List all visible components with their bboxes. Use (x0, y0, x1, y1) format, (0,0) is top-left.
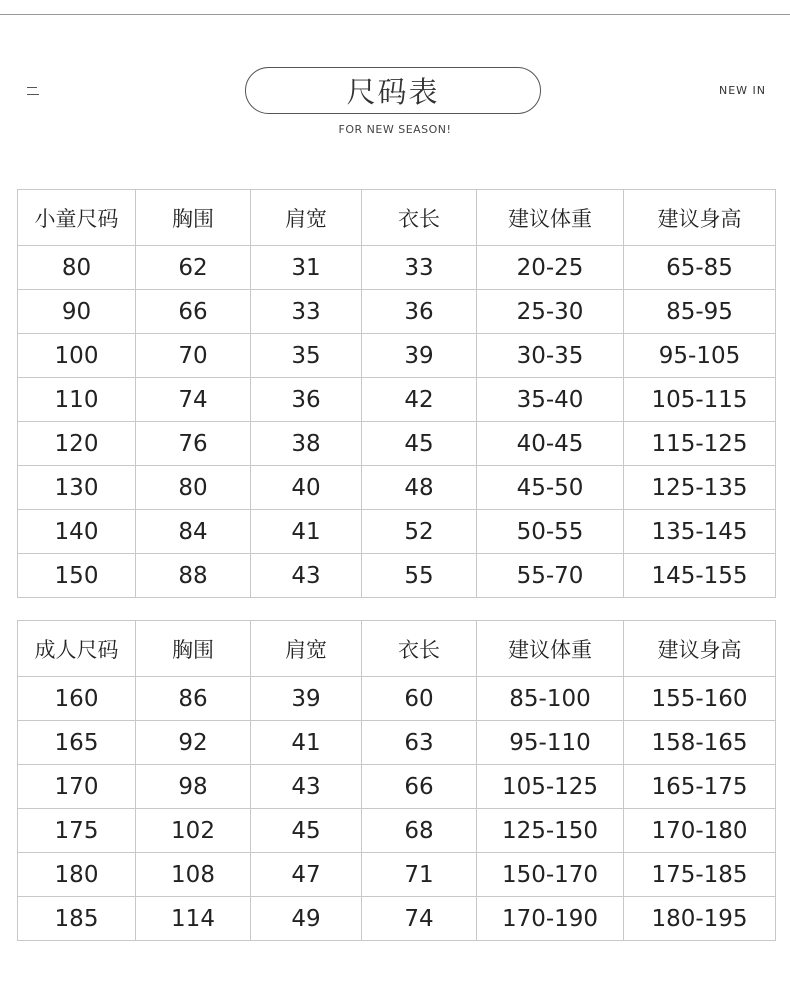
table-cell: 114 (136, 897, 251, 941)
table-cell: 74 (136, 378, 251, 422)
table-cell: 52 (362, 510, 477, 554)
header-cell: 成人尺码 (18, 621, 136, 677)
header-cell: 建议体重 (477, 190, 624, 246)
table-row (18, 422, 776, 466)
table-cell: 165-175 (624, 765, 776, 809)
top-divider (0, 14, 790, 15)
header-cell: 胸围 (136, 190, 251, 246)
table-cell: 63 (362, 721, 477, 765)
table-cell: 130 (18, 466, 136, 510)
table-cell: 140 (18, 510, 136, 554)
table-cell: 35 (251, 334, 362, 378)
table-cell: 33 (362, 246, 477, 290)
table-cell: 40-45 (477, 422, 624, 466)
table-row (18, 809, 776, 853)
table-cell: 74 (362, 897, 477, 941)
table-cell: 30-35 (477, 334, 624, 378)
table-cell: 90 (18, 290, 136, 334)
header-cell: 衣长 (362, 190, 477, 246)
table-cell: 36 (362, 290, 477, 334)
table-cell: 102 (136, 809, 251, 853)
header-cell: 肩宽 (251, 621, 362, 677)
header-cell: 建议身高 (624, 621, 776, 677)
table-row (18, 554, 776, 598)
table-cell: 48 (362, 466, 477, 510)
table-cell: 158-165 (624, 721, 776, 765)
table-cell: 92 (136, 721, 251, 765)
table-cell: 50-55 (477, 510, 624, 554)
table-cell: 43 (251, 765, 362, 809)
table-cell: 105-115 (624, 378, 776, 422)
table-cell: 60 (362, 677, 477, 721)
table-cell: 175 (18, 809, 136, 853)
header-cell: 肩宽 (251, 190, 362, 246)
table-cell: 41 (251, 721, 362, 765)
header-cell: 胸围 (136, 621, 251, 677)
table-cell: 41 (251, 510, 362, 554)
table-cell: 175-185 (624, 853, 776, 897)
table-row (18, 853, 776, 897)
kids-size-table (17, 189, 776, 598)
new-in-tag: NEW IN (719, 84, 767, 97)
table-cell: 150-170 (477, 853, 624, 897)
table-header-row (18, 190, 776, 246)
table-cell: 49 (251, 897, 362, 941)
table-header-row (18, 621, 776, 677)
table-cell: 45-50 (477, 466, 624, 510)
header-cell: 建议体重 (477, 621, 624, 677)
table-cell: 68 (362, 809, 477, 853)
table-row (18, 334, 776, 378)
table-cell: 76 (136, 422, 251, 466)
table-cell: 110 (18, 378, 136, 422)
table-row (18, 246, 776, 290)
table-cell: 85-95 (624, 290, 776, 334)
table-cell: 145-155 (624, 554, 776, 598)
header-cell: 衣长 (362, 621, 477, 677)
table-row (18, 677, 776, 721)
table-cell: 70 (136, 334, 251, 378)
table-cell: 125-150 (477, 809, 624, 853)
table-cell: 66 (362, 765, 477, 809)
table-cell: 45 (362, 422, 477, 466)
table-cell: 62 (136, 246, 251, 290)
table-cell: 108 (136, 853, 251, 897)
table-cell: 95-110 (477, 721, 624, 765)
table-cell: 43 (251, 554, 362, 598)
table-cell: 160 (18, 677, 136, 721)
table-cell: 39 (251, 677, 362, 721)
table-cell: 85-100 (477, 677, 624, 721)
table-row (18, 378, 776, 422)
table-cell: 45 (251, 809, 362, 853)
table-cell: 20-25 (477, 246, 624, 290)
page-subtitle: FOR NEW SEASON! (338, 123, 452, 136)
table-cell: 150 (18, 554, 136, 598)
table-cell: 170-190 (477, 897, 624, 941)
table-cell: 86 (136, 677, 251, 721)
table-cell: 88 (136, 554, 251, 598)
table-cell: 135-145 (624, 510, 776, 554)
table-row (18, 897, 776, 941)
table-cell: 71 (362, 853, 477, 897)
table-cell: 35-40 (477, 378, 624, 422)
table-row (18, 510, 776, 554)
header-cell: 建议身高 (624, 190, 776, 246)
table-cell: 47 (251, 853, 362, 897)
table-cell: 95-105 (624, 334, 776, 378)
header-cell: 小童尺码 (18, 190, 136, 246)
menu-icon (27, 85, 39, 97)
table-cell: 36 (251, 378, 362, 422)
table-cell: 125-135 (624, 466, 776, 510)
table-cell: 38 (251, 422, 362, 466)
table-cell: 155-160 (624, 677, 776, 721)
page-title-text: 尺码表 (346, 75, 440, 109)
table-row (18, 721, 776, 765)
table-cell: 39 (362, 334, 477, 378)
table-cell: 84 (136, 510, 251, 554)
table-cell: 170 (18, 765, 136, 809)
table-cell: 170-180 (624, 809, 776, 853)
table-cell: 40 (251, 466, 362, 510)
table-cell: 180 (18, 853, 136, 897)
table-cell: 42 (362, 378, 477, 422)
table-cell: 105-125 (477, 765, 624, 809)
table-row (18, 765, 776, 809)
table-cell: 55-70 (477, 554, 624, 598)
table-cell: 185 (18, 897, 136, 941)
table-cell: 31 (251, 246, 362, 290)
table-cell: 80 (18, 246, 136, 290)
table-cell: 80 (136, 466, 251, 510)
table-row (18, 466, 776, 510)
table-cell: 98 (136, 765, 251, 809)
table-cell: 65-85 (624, 246, 776, 290)
page-title (245, 67, 541, 114)
table-cell: 100 (18, 334, 136, 378)
table-row (18, 290, 776, 334)
table-cell: 55 (362, 554, 477, 598)
table-cell: 165 (18, 721, 136, 765)
table-cell: 180-195 (624, 897, 776, 941)
table-cell: 120 (18, 422, 136, 466)
table-cell: 115-125 (624, 422, 776, 466)
adult-size-table (17, 620, 776, 941)
table-cell: 25-30 (477, 290, 624, 334)
table-cell: 33 (251, 290, 362, 334)
table-cell: 66 (136, 290, 251, 334)
